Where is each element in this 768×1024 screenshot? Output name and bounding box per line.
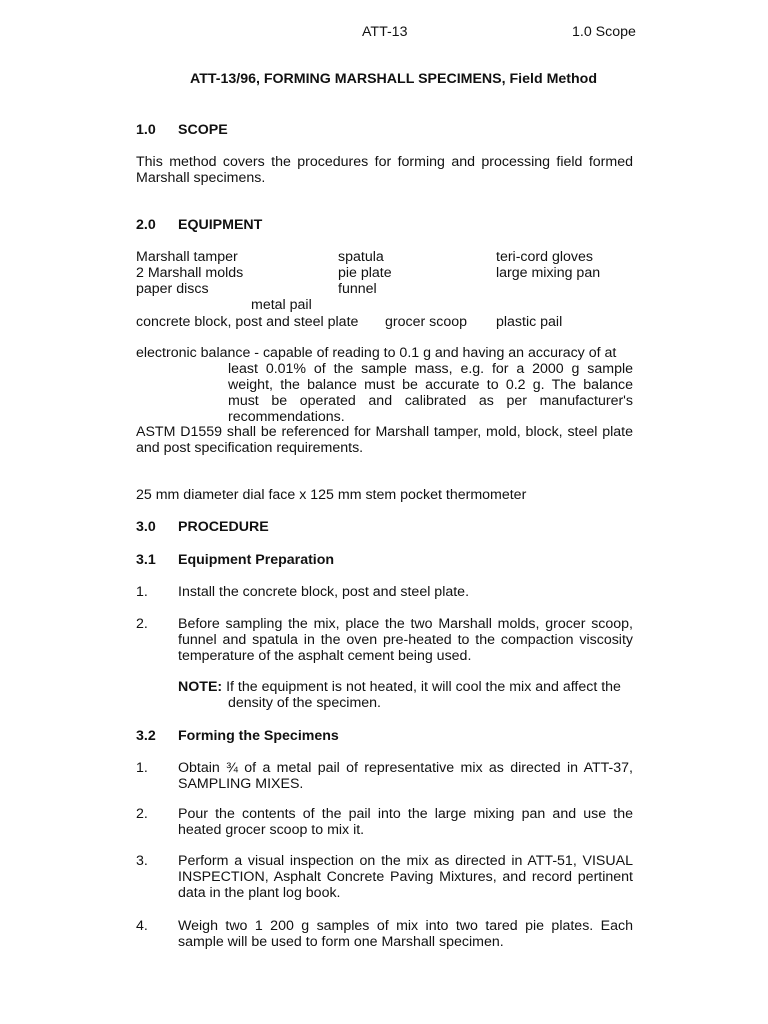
note-label: NOTE: (178, 679, 223, 695)
equipment-item-marshall-tamper: Marshall tamper (136, 249, 238, 265)
step-3-2-3-text: Perform a visual inspection on the mix as directed in ATT-51, VISUAL INSPECTION, Asphalt Concrete Paving Mixtures, and record pertinent data in the plant log book. (178, 853, 633, 901)
equipment-number: 2.0 (136, 217, 156, 233)
procedure-heading: PROCEDURE (178, 519, 269, 535)
equipment-item-molds: 2 Marshall molds (136, 265, 244, 281)
equipment-item-spatula: spatula (338, 249, 384, 265)
step-3-2-4-number: 4. (136, 918, 148, 934)
equipment-item-plastic-pail: plastic pail (496, 314, 563, 330)
thermometer-line: 25 mm diameter dial face x 125 mm stem pocket thermometer (136, 487, 527, 503)
step-3-1-2-text: Before sampling the mix, place the two Marshall molds, grocer scoop, funnel and spatula in the oven pre-heated to the compaction viscosity temperature of the asphalt cement being used. (178, 616, 633, 664)
astm-paragraph: ASTM D1559 shall be referenced for Marshall tamper, mold, block, steel plate and post specification requirements. (136, 424, 633, 456)
step-3-1-2-number: 2. (136, 616, 148, 632)
scope-text: This method covers the procedures for forming and processing field formed Marshall specimens. (136, 154, 633, 186)
procedure-number: 3.0 (136, 519, 156, 535)
scope-number: 1.0 (136, 122, 156, 138)
step-3-2-4-text: Weigh two 1 200 g samples of mix into two tared pie plates. Each sample will be used to form one Marshall specimen. (178, 918, 633, 950)
section-3-1-number: 3.1 (136, 552, 156, 568)
document-title: ATT-13/96, FORMING MARSHALL SPECIMENS, Field Method (190, 71, 597, 87)
header-section: 1.0 Scope (572, 24, 636, 40)
step-3-2-3-number: 3. (136, 853, 148, 869)
step-3-2-1-text: Obtain ¾ of a metal pail of representative mix as directed in ATT-37, SAMPLING MIXES. (178, 760, 633, 792)
note-continuation: density of the specimen. (228, 695, 381, 711)
balance-first-line: electronic balance - capable of reading to 0.1 g and having an accuracy of at (136, 345, 617, 361)
balance-continuation: least 0.01% of the sample mass, e.g. for a 2000 g sample weight, the balance must be accurate to 0.2 g. The balance must be operated and calibrated as per manufacturer's recommendations. (228, 361, 633, 425)
note-first-line: If the equipment is not heated, it will cool the mix and affect the (226, 679, 621, 695)
step-3-2-2-text: Pour the contents of the pail into the large mixing pan and use the heated grocer scoop to mix it. (178, 806, 633, 838)
section-3-2-number: 3.2 (136, 728, 156, 744)
section-3-2-heading: Forming the Specimens (178, 728, 339, 744)
step-3-1-1-number: 1. (136, 584, 148, 600)
equipment-item-mixing-pan: large mixing pan (496, 265, 601, 281)
equipment-item-paper-discs: paper discs (136, 281, 209, 297)
equipment-item-funnel: funnel (338, 281, 377, 297)
header-doc-id: ATT-13 (362, 24, 408, 40)
equipment-item-metal-pail: metal pail (251, 297, 312, 313)
balance-paragraph (136, 345, 633, 425)
step-3-2-2-number: 2. (136, 806, 148, 822)
section-3-1-heading: Equipment Preparation (178, 552, 335, 568)
equipment-item-pie-plate: pie plate (338, 265, 392, 281)
scope-heading: SCOPE (178, 122, 228, 138)
equipment-item-gloves: teri-cord gloves (496, 249, 593, 265)
note-paragraph (178, 679, 633, 711)
step-3-1-1-text: Install the concrete block, post and steel plate. (178, 584, 470, 600)
equipment-item-grocer-scoop: grocer scoop (385, 314, 468, 330)
equipment-item-block-post-plate: concrete block, post and steel plate (136, 314, 359, 330)
equipment-heading: EQUIPMENT (178, 217, 263, 233)
step-3-2-1-number: 1. (136, 760, 148, 776)
